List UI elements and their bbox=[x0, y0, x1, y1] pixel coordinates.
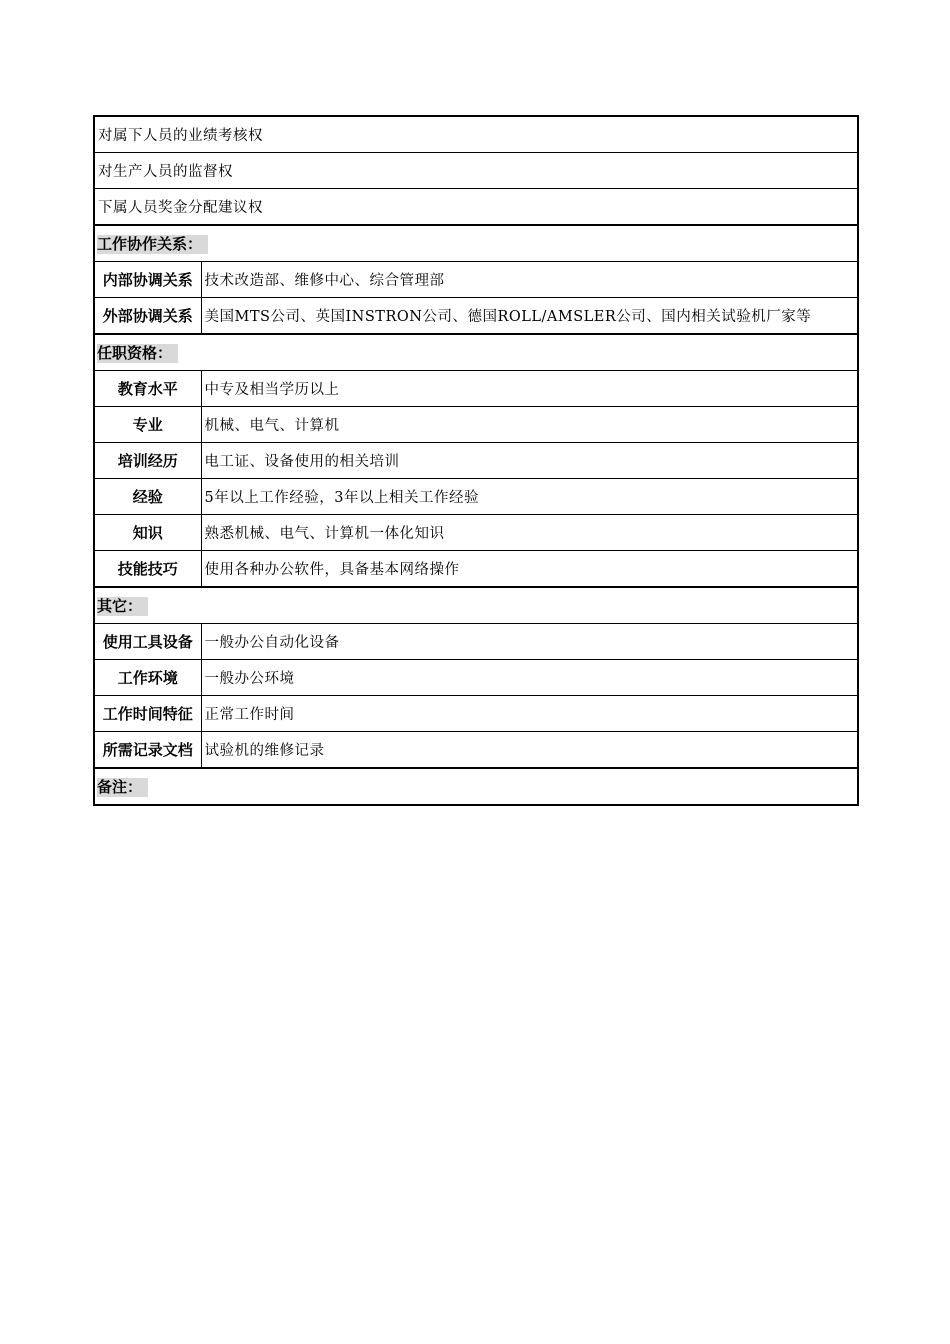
job-description-table bbox=[93, 115, 859, 806]
field-value: 一般办公自动化设备 bbox=[201, 624, 858, 660]
section-header-collaboration bbox=[94, 225, 858, 262]
section-title: 任职资格： bbox=[97, 344, 178, 363]
field-value: 使用各种办公软件，具备基本网络操作 bbox=[201, 551, 858, 588]
qualification-row bbox=[94, 479, 858, 515]
section-title: 备注： bbox=[97, 778, 148, 797]
authority-text: 对生产人员的监督权 bbox=[94, 153, 858, 189]
other-row bbox=[94, 660, 858, 696]
authority-row bbox=[94, 189, 858, 226]
field-label: 外部协调关系 bbox=[94, 298, 201, 335]
field-label: 工作时间特征 bbox=[94, 696, 201, 732]
field-label: 内部协调关系 bbox=[94, 262, 201, 298]
field-label: 知识 bbox=[94, 515, 201, 551]
field-value: 一般办公环境 bbox=[201, 660, 858, 696]
field-value: 机械、电气、计算机 bbox=[201, 407, 858, 443]
authority-row bbox=[94, 153, 858, 189]
collaboration-row-internal bbox=[94, 262, 858, 298]
qualification-row bbox=[94, 371, 858, 407]
field-label: 经验 bbox=[94, 479, 201, 515]
authority-text: 对属下人员的业绩考核权 bbox=[94, 116, 858, 153]
section-header-remarks bbox=[94, 768, 858, 805]
section-title: 工作协作关系： bbox=[97, 235, 208, 254]
field-label: 工作环境 bbox=[94, 660, 201, 696]
field-label: 培训经历 bbox=[94, 443, 201, 479]
field-label: 使用工具设备 bbox=[94, 624, 201, 660]
field-value: 技术改造部、维修中心、综合管理部 bbox=[201, 262, 858, 298]
other-row bbox=[94, 624, 858, 660]
authority-row bbox=[94, 116, 858, 153]
section-header-qualifications bbox=[94, 334, 858, 371]
field-value: 电工证、设备使用的相关培训 bbox=[201, 443, 858, 479]
field-value: 5年以上工作经验，3年以上相关工作经验 bbox=[201, 479, 858, 515]
qualification-row bbox=[94, 443, 858, 479]
qualification-row bbox=[94, 407, 858, 443]
field-value: 熟悉机械、电气、计算机一体化知识 bbox=[201, 515, 858, 551]
other-row bbox=[94, 732, 858, 769]
other-row bbox=[94, 696, 858, 732]
field-label: 专业 bbox=[94, 407, 201, 443]
field-label: 所需记录文档 bbox=[94, 732, 201, 769]
field-label: 技能技巧 bbox=[94, 551, 201, 588]
field-value: 正常工作时间 bbox=[201, 696, 858, 732]
field-label: 教育水平 bbox=[94, 371, 201, 407]
section-header-other bbox=[94, 587, 858, 624]
authority-text: 下属人员奖金分配建议权 bbox=[94, 189, 858, 226]
field-value: 美国MTS公司、英国INSTRON公司、德国ROLL/AMSLER公司、国内相关试验机厂家等 bbox=[201, 298, 858, 335]
collaboration-row-external bbox=[94, 298, 858, 335]
qualification-row bbox=[94, 515, 858, 551]
field-value: 中专及相当学历以上 bbox=[201, 371, 858, 407]
qualification-row bbox=[94, 551, 858, 588]
section-title: 其它： bbox=[97, 597, 148, 616]
field-value: 试验机的维修记录 bbox=[201, 732, 858, 769]
